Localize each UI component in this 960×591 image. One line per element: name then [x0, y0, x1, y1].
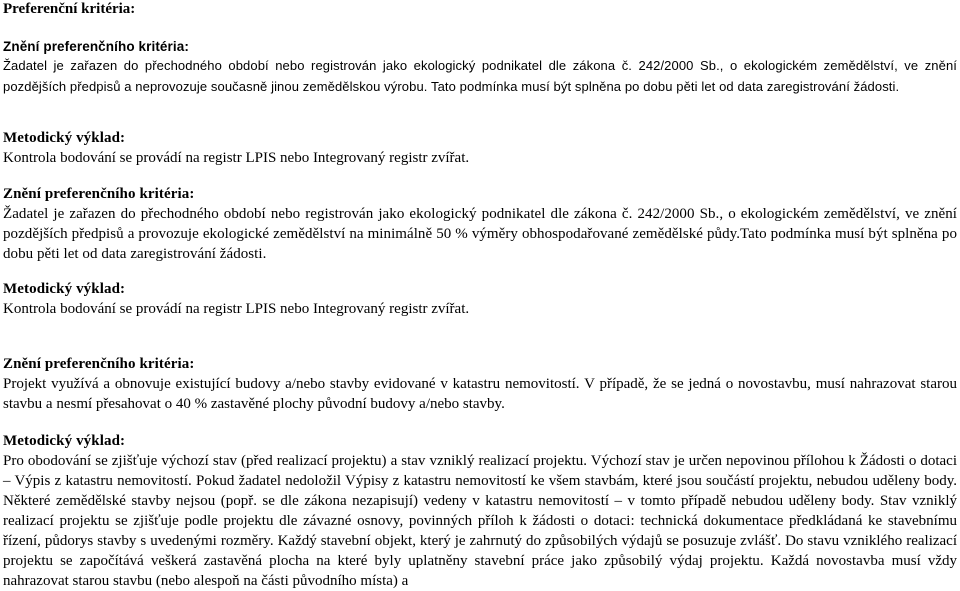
criterion-3-label: Znění preferenčního kritéria:	[3, 356, 195, 372]
criterion-2-text: Žadatel je zařazen do přechodného období nebo registrován jako ekologický podnikatel dle zákona č. 242/2000 Sb., o ekologickém zemědělství, ve znění pozdějších předpisů a provozuje ekologické zemědělství na minimálně 50 % výměry obhospodařované zemědělské půdy.Tato podmínka musí být splněna po dobu pěti let od data zaregistrování žádosti.	[3, 206, 957, 262]
page-heading: Preferenční kritéria:	[3, 1, 136, 17]
method-1-text: Kontrola bodování se provádí na registr LPIS nebo Integrovaný registr zvířat.	[3, 150, 470, 166]
criterion-2	[3, 185, 957, 264]
method-1-label: Metodický výklad:	[3, 130, 126, 146]
method-2-label: Metodický výklad:	[3, 281, 126, 297]
method-3-text: Pro obodování se zjišťuje výchozí stav (před realizací projektu) a stav vzniklý realizací projektu. Výchozí stav je určen nepovinou přílohou k Žádosti o dotaci – Výpis z katastru nemovitostí. Pokud žadatel nedoložil Výpisy z katastru nemovitostí ke všem stavbám, které jsou součástí projektu, nebudou uděleny body. Některé zemědělské stavby nejsou (popř. se dle zákona nezapisují) vedeny v katastru nemovitostí – v tomto případě nebudou uděleny body. Stav vzniklý realizací projektu se zjišťuje podle projektu dle závazné osnovy, povinných příloh k žádosti o dotaci: technická dokumentace předkládaná ke stavebnímu řízení, půdorys stavby s uvedenými rozměry. Každý stavební objekt, který je zahrnutý do způsobilých výdajů se posuzuje zvlášť. Do stavu vzniklého realizací projektu se započítává veškerá zastavěná plocha na které byly uplatněny stavební práce jako způsobilý výdaj projektu. Každá novostavba musí vždy nahrazovat starou stavbu (nebo alespoň na části původního místa) a	[3, 453, 957, 589]
criterion-1	[3, 38, 957, 97]
method-1	[3, 129, 957, 168]
criterion-3-text: Projekt využívá a obnovuje existující budovy a/nebo stavby evidované v katastru nemovitostí. V případě, že se jedná o novostavbu, musí nahrazovat starou stavbu a nesmí přesahovat o 40 % zastavěné plochy původní budovy a/nebo stavby.	[3, 376, 957, 412]
method-3	[3, 432, 957, 591]
method-2	[3, 280, 957, 319]
method-3-label: Metodický výklad:	[3, 433, 126, 449]
criterion-2-label: Znění preferenčního kritéria:	[3, 186, 195, 202]
criterion-1-text: Žadatel je zařazen do přechodného období nebo registrován jako ekologický podnikatel dle zákona č. 242/2000 Sb., o ekologickém zemědělství, ve znění pozdějších předpisů a neprovozuje současně jinou zemědělskou výrobu. Tato podmínka musí být splněna po dobu pěti let od data zaregistrování žádosti.	[3, 58, 957, 94]
method-2-text: Kontrola bodování se provádí na registr LPIS nebo Integrovaný registr zvířat.	[3, 301, 470, 317]
criterion-1-label: Znění preferenčního kritéria:	[3, 39, 189, 54]
criterion-3	[3, 355, 957, 414]
